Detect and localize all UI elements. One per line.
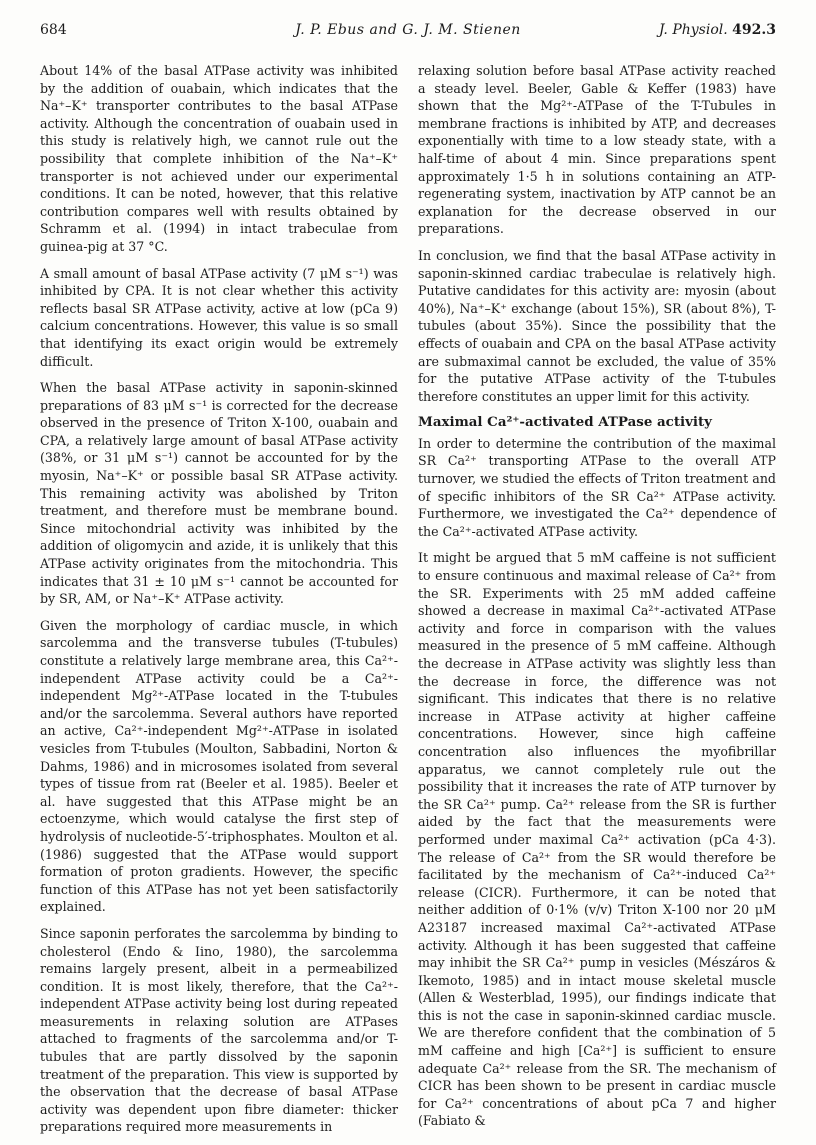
paragraph: Since saponin perforates the sarcolemma by binding to cholesterol (Endo & Iino, 1980), the sarcolemma remains largely present, albeit in a permeabilized condition. It is most likely, therefore, that the Ca²⁺-independent ATPase activity being lost during repeated measurements in relaxing solution are ATPases attached to fragments of the sarcolemma and/or T-tubules that are partly dissolved by the saponin treatment of the preparation. This view is supported by the observation that the decrease of basal ATPase activity was dependent upon fibre diameter: thicker preparations required more measurements in — [40, 925, 398, 1135]
left-column — [40, 62, 398, 1145]
journal-reference — [659, 22, 776, 38]
journal-name: J. Physiol. — [658, 22, 728, 38]
paragraph: relaxing solution before basal ATPase activity reached a steady level. Beeler, Gable & Keffer (1983) have shown that the Mg²⁺-ATPase of the T-Tubules in membrane fractions is inhibited by ATP, and decreases exponentially with time to a low steady state, with a half-time of about 4 min. Since preparations spent approximately 1·5 h in solutions containing an ATP-regenerating system, inactivation by ATP cannot be an explanation for the decrease observed in our preparations. — [418, 63, 776, 237]
paragraph: Given the morphology of cardiac muscle, in which sarcolemma and the transverse tubules (T-tubules) constitute a relatively large membrane area, this Ca²⁺-independent ATPase activity could be a Ca²⁺-independent Mg²⁺-ATPase located in the T-tubules and/or the sarcolemma. Several authors have reported an active, Ca²⁺-independent Mg²⁺-ATPase in isolated vesicles from T-tubules (Moulton, Sabbadini, Norton & Dahms, 1986) and in microsomes isolated from several types of tissue from rat (Beeler et al. 1985). Beeler et al. have suggested that this ATPase might be an ectoenzyme, which would catalyse the first step of hydrolysis of nucleotide-5′-triphosphates. Moulton et al. (1986) suggested that the ATPase would support formation of proton gradients. However, the specific function of this ATPase has not yet been satisfactorily explained. — [40, 617, 398, 915]
page-header — [40, 22, 776, 46]
journal-volume: 492.3 — [732, 22, 776, 38]
paragraph: About 14% of the basal ATPase activity was inhibited by the addition of ouabain, which indicates that the Na⁺–K⁺ transporter contributes to the basal ATPase activity. Although the concentration of ouabain used in this study is relatively high, we cannot rule out the possibility that complete inhibition of the Na⁺–K⁺ transporter is not achieved under our experimental conditions. It can be noted, however, that this relative contribution compares well with results obtained by Schramm et al. (1994) in intact trabeculae from guinea-pig at 37 °C. — [40, 63, 398, 254]
right-column — [418, 62, 776, 1139]
paragraph: In conclusion, we find that the basal ATPase activity in saponin-skinned cardiac trabeculae is relatively high. Putative candidates for this activity are: myosin (about 40%), Na⁺–K⁺ exchange (about 15%), SR (about 8%), T-tubules (about 35%). Since the possibility that the effects of ouabain and CPA on the basal ATPase activity are submaximal cannot be excluded, the value of 35% for the putative ATPase activity of the T-tubules therefore constitutes an upper limit for this activity. — [418, 247, 776, 404]
running-authors: J. P. Ebus and G. J. M. Stienen — [295, 22, 521, 38]
paragraph: It might be argued that 5 mM caffeine is not sufficient to ensure continuous and maximal release of Ca²⁺ from the SR. Experiments with 25 mM added caffeine showed a decrease in maximal Ca²⁺-activated ATPase activity and force in comparison with the values measured in the presence of 5 mM caffeine. Although the decrease in ATPase activity was slightly less than the decrease in force, the difference was not significant. This indicates that there is no relative increase in ATPase activity at higher caffeine concentrations. However, since high caffeine concentration also influences the myofibrillar apparatus, we cannot completely rule out the possibility that it increases the rate of ATP turnover by the SR Ca²⁺ pump. Ca²⁺ release from the SR is further aided by the fact that the measurements were performed under maximal Ca²⁺ activation (pCa 4·3). The release of Ca²⁺ from the SR would therefore be facilitated by the mechanism of Ca²⁺-induced Ca²⁺ release (CICR). Furthermore, it can be noted that neither addition of 0·1% (v/v) Triton X-100 nor 20 μM A23187 increased maximal Ca²⁺-activated ATPase activity. Although it has been suggested that caffeine may inhibit the SR Ca²⁺ pump in vesicles (Mészáros & Ikemoto, 1985) and in intact mouse skeletal muscle (Allen & Westerblad, 1995), our findings indicate that this is not the case in saponin-skinned cardiac muscle. We are therefore confident that the combination of 5 mM caffeine and high [Ca²⁺] is sufficient to ensure adequate Ca²⁺ release from the SR. The mechanism of CICR has been shown to be present in cardiac muscle for Ca²⁺ concentrations of about pCa 7 and higher (Fabiato & — [418, 550, 776, 1129]
paragraph: When the basal ATPase activity in saponin-skinned preparations of 83 μM s⁻¹ is corrected for the decrease observed in the presence of Triton X-100, ouabain and CPA, a relatively large amount of basal ATPase activity (38%, or 31 μM s⁻¹) cannot be accounted for by the myosin, Na⁺–K⁺ or possible basal SR ATPase activity. This remaining activity was abolished by Triton treatment, and therefore must be membrane bound. Since mitochondrial activity was inhibited by the addition of oligomycin and azide, it is unlikely that this ATPase activity originates from the mitochondria. This indicates that 31 ± 10 μM s⁻¹ cannot be accounted for by SR, AM, or Na⁺–K⁺ ATPase activity. — [40, 380, 398, 607]
paragraph: In order to determine the contribution of the maximal SR Ca²⁺ transporting ATPase to the overall ATP turnover, we studied the effects of Triton treatment and of specific inhibitors of the SR Ca²⁺ ATPase activity. Furthermore, we investigated the Ca²⁺ dependence of the Ca²⁺-activated ATPase activity. — [418, 435, 776, 539]
section-heading: Maximal Ca²⁺-activated ATPase activity — [418, 414, 712, 431]
paragraph: A small amount of basal ATPase activity (7 μM s⁻¹) was inhibited by CPA. It is not clear whether this activity reflects basal SR ATPase activity, active at low (pCa 9) calcium concentrations. However, this value is so small that identifying its exact origin would be extremely difficult. — [40, 265, 398, 369]
page-number: 684 — [40, 22, 67, 38]
